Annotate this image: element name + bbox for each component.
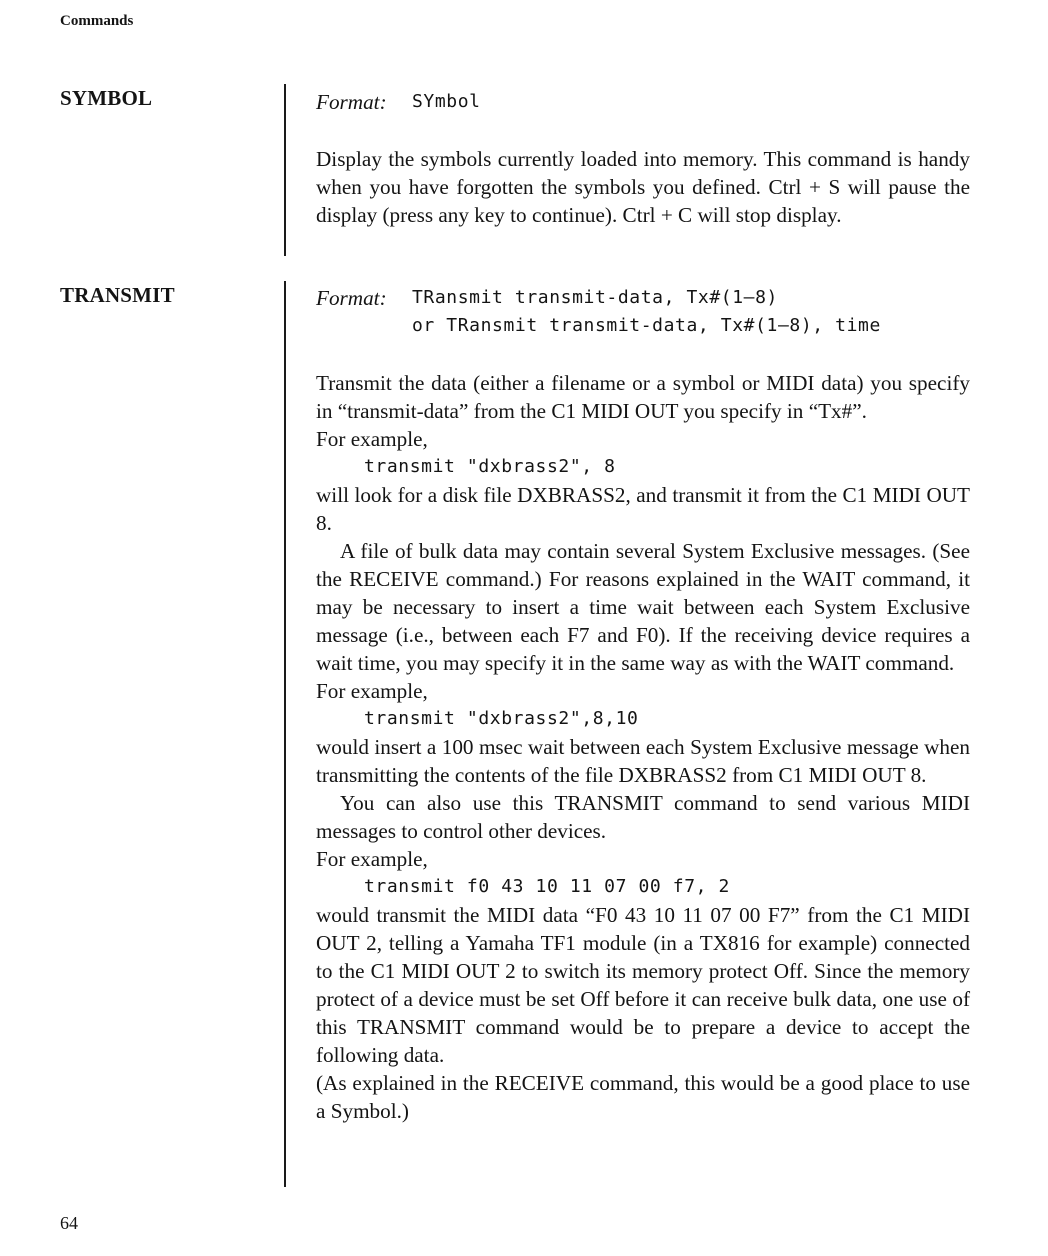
symbol-divider-rule [284, 84, 286, 256]
code-example-2: transmit "dxbrass2",8,10 [364, 708, 639, 729]
page-number: 64 [60, 1213, 78, 1233]
transmit-format-syntax-2: or TRansmit transmit-data, Tx#(1–8), time [412, 315, 881, 336]
code-1-explanation: will look for a disk file DXBRASS2, and transmit it from the C1 MIDI OUT 8. [316, 483, 970, 535]
symbol-body [316, 88, 970, 229]
code-example-1: transmit "dxbrass2", 8 [364, 456, 616, 477]
transmit-body [316, 284, 970, 1125]
symbol-description: Display the symbols currently loaded into memory. This command is handy when you have forgotten the symbols you defined. Ctrl + S will pause the display (press any key to continue). Ctrl + C will stop display. [316, 147, 970, 227]
transmit-divider-rule [284, 281, 286, 1187]
bulk-data-paragraph: A file of bulk data may contain several System Exclusive messages. (See the RECEIVE command.) For reasons explained in the WAIT command, it may be necessary to insert a time wait between each System Exclusive message (i.e., between each F7 and F0). If the receiving device requires a wait time, you may specify it in the same way as with the WAIT command. [316, 539, 970, 675]
transmit-heading: TRANSMIT [60, 283, 175, 307]
format-label: Format: [316, 90, 387, 114]
symbol-format-syntax: SYmbol [412, 91, 481, 112]
format-label: Format: [316, 286, 387, 310]
example-label: For example, [316, 427, 428, 451]
closing-note: (As explained in the RECEIVE command, this would be a good place to use a Symbol.) [316, 1071, 970, 1123]
symbol-heading: SYMBOL [60, 86, 153, 110]
midi-messages-paragraph: You can also use this TRANSMIT command to send various MIDI messages to control other devices. [316, 791, 970, 843]
running-header: Commands [60, 13, 134, 29]
code-2-explanation: would insert a 100 msec wait between each System Exclusive message when transmitting the contents of the file DXBRASS2 from C1 MIDI OUT 8. [316, 735, 970, 787]
symbol-format [316, 88, 970, 116]
code-3-explanation: would transmit the MIDI data “F0 43 10 11 07 00 F7” from the C1 MIDI OUT 2, telling a Yamaha TF1 module (in a TX816 for example) connected to the C1 MIDI OUT 2 to switch its memory protect Off. Since the memory protect of a device must be set Off before it can receive bulk data, one use of this TRANSMIT command would be to prepare a device to accept the following data. [316, 903, 970, 1067]
transmit-format-syntax-1: TRansmit transmit-data, Tx#(1–8) [412, 287, 778, 308]
code-example-3: transmit f0 43 10 11 07 00 f7, 2 [364, 876, 730, 897]
example-label: For example, [316, 847, 428, 871]
transmit-intro: Transmit the data (either a filename or a symbol or MIDI data) you specify in “transmit-data” from the C1 MIDI OUT you specify in “Tx#”. [316, 371, 970, 423]
transmit-format [316, 284, 970, 340]
example-label: For example, [316, 679, 428, 703]
